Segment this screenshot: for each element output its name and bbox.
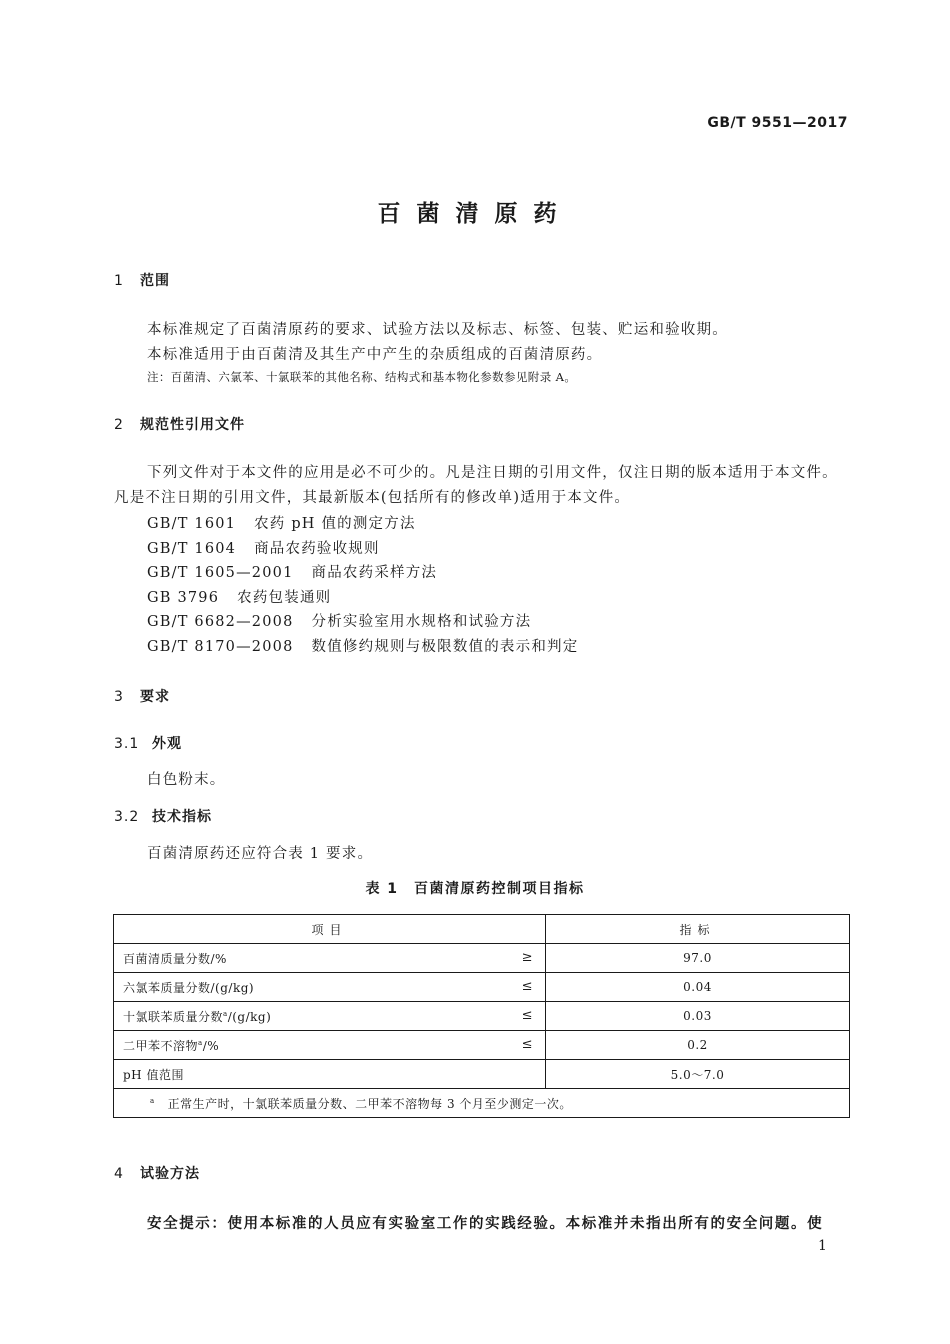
- value-cell: 0.2: [546, 1031, 850, 1060]
- item-label: 二甲苯不溶物: [123, 1038, 199, 1053]
- reference-title: 分析实验室用水规格和试验方法: [311, 614, 532, 630]
- references-intro: 下列文件对于本文件的应用是必不可少的。凡是注日期的引用文件，仅注日期的版本适用于本文件。凡是不注日期的引用文件，其最新版本(包括所有的修改单)适用于本文件。: [114, 465, 838, 506]
- section-4-heading: [114, 1163, 200, 1183]
- section-number: 2: [114, 417, 124, 433]
- section-3-1-heading: [114, 733, 182, 753]
- reference-code: GB 3796: [147, 590, 220, 606]
- section-number: 1: [114, 273, 124, 289]
- reference-item: [147, 635, 578, 656]
- footnote-marker: a: [150, 1096, 155, 1105]
- column-header-item: 项目: [114, 915, 546, 944]
- operator: ≤: [521, 1008, 533, 1023]
- table-row: [114, 944, 850, 973]
- section-3-2-heading: [114, 806, 212, 826]
- scope-note: 注：百菌清、六氯苯、十氯联苯的其他名称、结构式和基本物化参数参见附录 A。: [147, 370, 577, 384]
- reference-title: 农药 pH 值的测定方法: [254, 516, 416, 532]
- table-row: [114, 1060, 850, 1089]
- section-title: 外观: [152, 736, 182, 752]
- table-row: [114, 1031, 850, 1060]
- reference-title: 数值修约规则与极限数值的表示和判定: [311, 639, 579, 655]
- item-unit: /(g/kg): [227, 1009, 272, 1024]
- reference-title: 商品农药验收规则: [254, 541, 380, 557]
- page-number: 1: [818, 1238, 827, 1254]
- item-cell: [114, 1060, 546, 1089]
- value-cell: 5.0～7.0: [546, 1060, 850, 1089]
- column-header-value: 指标: [546, 915, 850, 944]
- section-number: 3.2: [114, 809, 140, 825]
- reference-code: GB/T 8170—2008: [147, 639, 294, 655]
- technical-indicators-text: 百菌清原药还应符合表 1 要求。: [147, 846, 374, 862]
- reference-title: 商品农药采样方法: [311, 565, 438, 581]
- table-caption: 表 1 百菌清原药控制项目指标: [365, 881, 585, 897]
- section-title: 试验方法: [140, 1166, 200, 1182]
- item-label: 十氯联苯质量分数: [123, 1009, 224, 1024]
- table-row: [114, 973, 850, 1002]
- table-row: [114, 1002, 850, 1031]
- item-unit: /%: [202, 1038, 220, 1053]
- section-1-heading: [114, 270, 170, 290]
- section-title: 要求: [140, 689, 170, 705]
- reference-item: [147, 561, 437, 582]
- item-label: pH 值范围: [123, 1067, 184, 1082]
- reference-item: [147, 586, 331, 607]
- scope-paragraph-1: 本标准规定了百菌清原药的要求、试验方法以及标志、标签、包装、贮运和验收期。: [147, 322, 728, 338]
- safety-warning: 安全提示：使用本标准的人员应有实验室工作的实践经验。本标准并未指出所有的安全问题。使: [147, 1216, 824, 1232]
- value-cell: 0.04: [546, 973, 850, 1002]
- section-title: 规范性引用文件: [140, 417, 245, 433]
- section-number: 4: [114, 1166, 124, 1182]
- section-number: 3.1: [114, 736, 140, 752]
- item-cell: [114, 944, 546, 973]
- operator: ≤: [521, 979, 533, 994]
- section-number: 3: [114, 689, 124, 705]
- appearance-text: 白色粉末。: [147, 772, 226, 788]
- reference-item: [147, 537, 380, 558]
- table-footnote: [114, 1089, 850, 1118]
- reference-item: [147, 512, 416, 533]
- reference-code: GB/T 6682—2008: [147, 614, 294, 630]
- operator: ≤: [521, 1037, 533, 1052]
- section-2-heading: [114, 414, 245, 434]
- item-label: 六氯苯质量分数/(g/kg): [123, 980, 255, 995]
- footnote-text: 正常生产时，十氯联苯质量分数、二甲苯不溶物每 3 个月至少测定一次。: [167, 1096, 572, 1111]
- value-cell: 97.0: [546, 944, 850, 973]
- operator: ≥: [521, 950, 533, 965]
- spec-table: [113, 914, 850, 1118]
- reference-title: 农药包装通则: [237, 590, 332, 606]
- section-3-heading: [114, 686, 170, 706]
- item-label: 百菌清质量分数/%: [123, 951, 227, 966]
- footnote-marker: a: [223, 1009, 228, 1018]
- value-cell: 0.03: [546, 1002, 850, 1031]
- reference-code: GB/T 1605—2001: [147, 565, 294, 581]
- reference-code: GB/T 1604: [147, 541, 237, 557]
- section-title: 技术指标: [152, 809, 212, 825]
- section-title: 范围: [140, 273, 170, 289]
- item-cell: [114, 973, 546, 1002]
- reference-code: GB/T 1601: [147, 516, 237, 532]
- table-header-row: [114, 915, 850, 944]
- item-cell: [114, 1002, 546, 1031]
- footnote-marker: a: [198, 1038, 203, 1047]
- table-footnote-row: [114, 1089, 850, 1118]
- reference-item: [147, 610, 531, 631]
- scope-paragraph-2: 本标准适用于由百菌清及其生产中产生的杂质组成的百菌清原药。: [147, 347, 603, 363]
- item-cell: [114, 1031, 546, 1060]
- document-title: 百菌清原药: [377, 201, 573, 227]
- standard-code: GB/T 9551—2017: [707, 115, 848, 131]
